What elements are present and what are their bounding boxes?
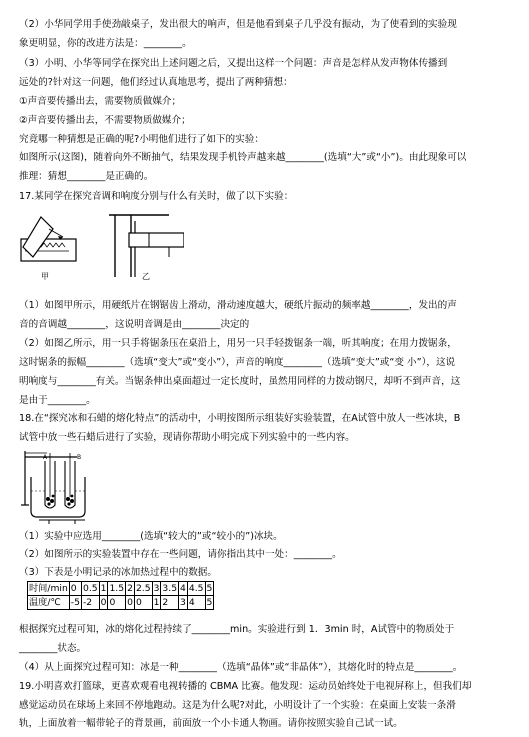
tube-a-label: A <box>43 454 48 461</box>
question-19-line1: 19.小明喜欢打篮球，更喜欢观看电视转播的 CBMA 比赛。他发现：运动员始终处于电视屏称上，但我们却 <box>19 681 472 692</box>
table-cell: -2 <box>81 596 99 610</box>
question-16-part3-line2: 远处的?针对这一问题，他们经过认真地思考，提出了两种猜想： <box>19 77 293 88</box>
table-cell: 4 <box>187 596 205 610</box>
question-18-part2: （2）如图所示的实验装置中存在一些问题，请你指出其中一处：________。 <box>19 549 342 560</box>
table-cell: 0.5 <box>82 583 98 594</box>
table-cell: 0 <box>69 582 81 596</box>
table-cell: -5 <box>70 597 80 608</box>
question-16-part3-line4: 如图所示(这图)，随着向外不断抽气，结果发现手机铃声越来越________(选填“大”或“小”)。由此现象可以 <box>19 152 467 163</box>
question-18-part3-line2: 根据探究过程可知，冰的熔化过程持续了________min。实验进行到 1．3min 时，A试管中的物质处于 <box>19 624 455 635</box>
table-cell: 4.5 <box>188 583 204 594</box>
question-18-part3: （3）下表是小明记录的冰加热过程中的数据。 <box>19 567 217 578</box>
hypothesis-1: ①声音要传播出去，需要物质做媒介； <box>19 96 182 107</box>
question-16-part2-line1: （2）小华同学用手使劲敲桌子，发出很大的响声，但是他看到桌子几乎没有振动，为了使看到的实验现 <box>19 19 457 30</box>
table-cell: 5 <box>206 583 213 594</box>
question-16-part2-line2: 象更明显，你的改进方法是：________。 <box>19 38 192 49</box>
table-cell: 0 <box>108 596 126 610</box>
hypothesis-2: ②声音要传播出去，不需要物质做媒介； <box>19 115 191 126</box>
table-cell: 1.5 <box>109 583 125 594</box>
question-18-part1: （1）实验中应选用________(选填“较大的”或“较小的”)冰块。 <box>19 531 283 542</box>
table-cell: 3 <box>153 583 160 594</box>
table-cell: 3 <box>180 597 186 608</box>
question-17-part1-line2: 音的音调越________，这说明音调是由________决定的 <box>19 319 250 330</box>
question-16-part3-line5: 推理：猜想________是正确的。 <box>19 171 154 182</box>
question-19-line2: 感觉运动员在球场上来回不停地跑动。这是为什么呢?对此，小明设计了一个实验：在桌面上安装一条滑 <box>19 700 456 711</box>
tube-b-label: B <box>77 454 82 461</box>
question-16-part3-line1: （3）小明、小华等同学在探究出上述问题之后，又提出这样一个问题：声音是怎样从发声物体传播到 <box>19 58 448 69</box>
question-16-part3-line3: 究竟哪一种猜想是正确的呢?小明他们进行了如下的实验： <box>19 134 264 145</box>
table-cell: 0 <box>134 596 152 610</box>
table-cell: 2 <box>127 583 133 594</box>
figure-jia <box>21 217 76 261</box>
table-cell: 3.5 <box>162 583 178 594</box>
table-cell: 1 <box>100 583 107 594</box>
table-cell: 4 <box>180 583 186 594</box>
table-cell: 2 <box>161 596 179 610</box>
ice-heating-data-table <box>27 581 214 610</box>
figure-17 <box>19 207 184 292</box>
table-cell: 0 <box>100 597 107 608</box>
figure-jia-label: 甲 <box>41 272 49 281</box>
table-cell: 时间/min <box>29 583 68 594</box>
question-18-title-line1: 18.在“探究冰和石蜡的熔化特点”的活动中，小明按图所示组装好实验装置，在A试管中放人一些冰块，B <box>19 413 461 424</box>
table-cell: 1 <box>153 597 160 608</box>
table-cell: 2.5 <box>135 583 151 594</box>
question-18-title-line2: 试管中放一些石蜡后进行了实验，现请你帮助小明完成下列实验中的一些内容。 <box>19 432 355 443</box>
question-17-part2-line2: 这时锯条的振幅________（选填“变大”或“变小”），声音的响度________（选填“变大”或“变 小”），这说 <box>19 357 456 368</box>
question-17-part2-line3: 明响度与________有关。当锯条伸出桌面超过一定长度时，虽然用同样的力拨动钢尺，却听不到声音，这 <box>19 376 461 387</box>
table-row <box>28 596 214 610</box>
figure-yi <box>109 215 184 277</box>
question-17-part2-line1: （2）如图乙所示，用一只手将锯条压在桌沿上，用另一只手轻拨锯条一端，听其响度；在用力拨锯条， <box>19 338 457 349</box>
table-cell: 0 <box>127 597 133 608</box>
table-cell: 5 <box>206 597 213 608</box>
question-17-title: 17.某同学在探究音调和响度分别与什么有关时，做了以下实验： <box>19 191 294 202</box>
question-18-part4: （4）从上面探究过程可知：冰是一种________（选填“晶体”或“非晶体”），其熔化时的特点是________。 <box>19 662 463 673</box>
table-row <box>28 582 214 596</box>
question-19-line3: 轨，上面放着一幅带轮子的背景画，前面放一个小卡通人物画。请你按照实验自己试一试。 <box>19 718 403 729</box>
table-cell: 温度/℃ <box>28 596 70 610</box>
question-17-part2-line4: 是由于________。 <box>19 395 96 406</box>
figure-18 <box>19 447 97 525</box>
figure-yi-label: 乙 <box>142 272 150 281</box>
question-18-part3-line3: ________状态。 <box>19 643 87 654</box>
question-17-part1-line1: （1）如图甲所示，用硬纸片在钢锯齿上滑动，滑动速度越大，硬纸片振动的频率越________，发出的声 <box>19 300 457 311</box>
